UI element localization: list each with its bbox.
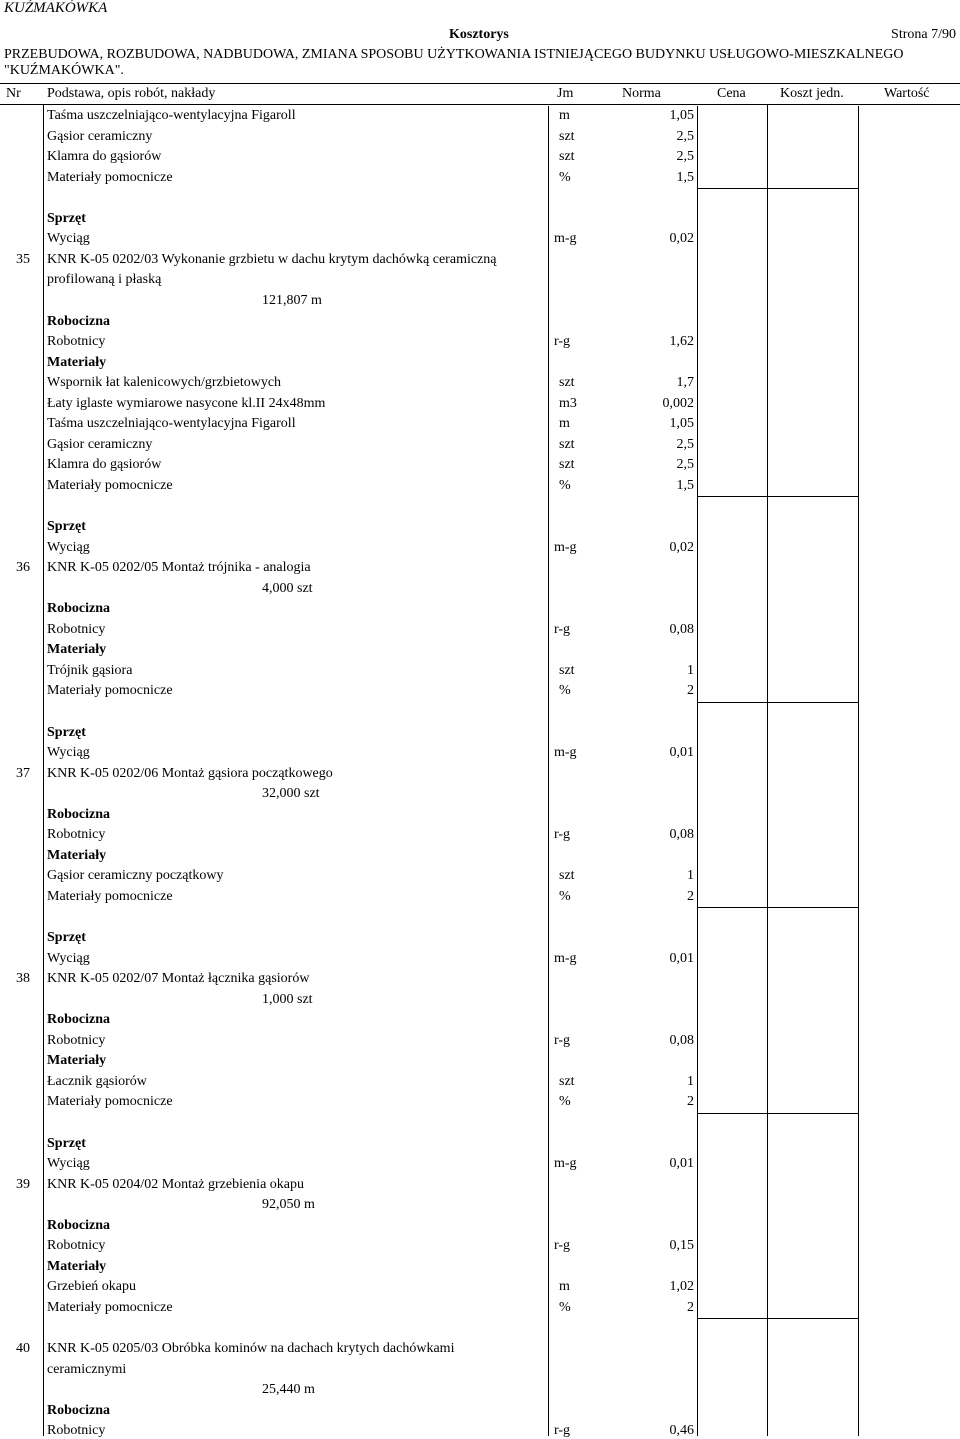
- row-norma: 1,7: [676, 375, 694, 391]
- row-description: Materiały pomocnicze: [47, 683, 173, 699]
- project-title: [4, 47, 903, 79]
- row-description: Wyciąg: [47, 231, 90, 247]
- separator-norma: [697, 558, 698, 764]
- row-norma: 2,5: [676, 457, 694, 473]
- row-description: Wyciąg: [47, 1156, 90, 1172]
- separator-koszt: [858, 558, 859, 764]
- row-unit: r-g: [554, 334, 571, 350]
- row-description: KNR K-05 0204/02 Montaż grzebienia okapu: [47, 1176, 304, 1192]
- row-norma: 2: [687, 1094, 694, 1110]
- row-norma: 0,01: [669, 1156, 694, 1172]
- row-norma: 1: [687, 868, 694, 884]
- materials-subtotal-line: [697, 496, 858, 497]
- item-number: 40: [16, 1341, 30, 1356]
- row-description: ceramicznymi: [47, 1361, 127, 1377]
- row-unit: szt: [559, 128, 575, 144]
- section-label: Materiały: [47, 642, 107, 658]
- row-description: profilowaną i płaską: [47, 272, 162, 288]
- row-norma: 2: [687, 1299, 694, 1315]
- row-norma: 0,01: [669, 745, 694, 761]
- row-description: Robotnicy: [47, 827, 106, 843]
- separator-norma: [697, 250, 698, 558]
- materials-subtotal-line: [697, 1318, 858, 1319]
- row-unit: %: [559, 477, 571, 493]
- row-norma: 0,15: [669, 1238, 694, 1254]
- row-description: Wyciąg: [47, 950, 90, 966]
- item-quantity: 121,807 m: [262, 292, 322, 308]
- section-label: Sprzęt: [47, 1135, 86, 1151]
- separator-koszt: [858, 1318, 859, 1436]
- row-description: Klamra do gąsiorów: [47, 457, 162, 473]
- row-description: Grzebień okapu: [47, 1279, 137, 1295]
- row-norma: 1,5: [676, 477, 694, 493]
- row-description: Trójnik gąsiora: [47, 662, 133, 678]
- section-label: Materiały: [47, 1258, 107, 1274]
- row-norma: 1,62: [669, 334, 694, 350]
- section-label: Robocizna: [47, 1012, 110, 1028]
- row-unit: r-g: [554, 621, 571, 637]
- row-unit: szt: [559, 149, 575, 165]
- item-quantity: 4,000 szt: [262, 580, 313, 596]
- row-unit: %: [559, 888, 571, 904]
- row-norma: 2,5: [676, 436, 694, 452]
- row-norma: 1,5: [676, 169, 694, 185]
- section-label: Materiały: [47, 1053, 107, 1069]
- row-description: Łacznik gąsiorów: [47, 1073, 147, 1089]
- separator-norma: [697, 106, 698, 250]
- row-unit: szt: [559, 436, 575, 452]
- separator-jm: [548, 1318, 549, 1436]
- row-norma: 2,5: [676, 149, 694, 165]
- col-norma: Norma: [622, 86, 661, 101]
- col-cena: Cena: [717, 86, 746, 101]
- row-description: Materiały pomocnicze: [47, 169, 173, 185]
- row-norma: 0,002: [662, 395, 694, 411]
- item-number: 35: [16, 251, 30, 267]
- row-norma: 1,05: [669, 416, 694, 432]
- row-unit: szt: [559, 662, 575, 678]
- separator-nr: [43, 104, 44, 1436]
- row-unit: szt: [559, 1073, 575, 1089]
- logo-text: KUŹMAKÓWKA: [4, 0, 108, 16]
- item-number: 39: [16, 1176, 30, 1192]
- separator-koszt: [858, 764, 859, 970]
- separator-cena: [767, 104, 768, 1436]
- section-label: Sprzęt: [47, 724, 86, 740]
- row-unit: %: [559, 1094, 571, 1110]
- section-label: Robocizna: [47, 1402, 110, 1418]
- item-number: 38: [16, 971, 30, 987]
- row-description: Materiały pomocnicze: [47, 1094, 173, 1110]
- item-quantity: 1,000 szt: [262, 991, 313, 1007]
- row-unit: m: [559, 1279, 570, 1295]
- separator-jm: [548, 969, 549, 1175]
- row-norma: 0,08: [669, 827, 694, 843]
- header-bottom-border: [0, 104, 960, 105]
- section-label: Sprzęt: [47, 519, 86, 534]
- materials-subtotal-line: [697, 907, 858, 908]
- row-norma: 0,08: [669, 1032, 694, 1048]
- row-unit: m3: [559, 395, 577, 411]
- row-description: Gąsior ceramiczny: [47, 436, 153, 452]
- section-label: Materiały: [47, 847, 107, 863]
- row-unit: m-g: [554, 745, 577, 761]
- separator-koszt: [858, 1175, 859, 1319]
- row-norma: 1,05: [669, 108, 694, 123]
- row-description: Wspornik łat kalenicowych/grzbietowych: [47, 375, 282, 391]
- section-label: Materiały: [47, 354, 107, 370]
- row-description: Taśma uszczelniająco-wentylacyjna Figaroll: [47, 416, 296, 432]
- separator-norma: [697, 1175, 698, 1319]
- row-unit: r-g: [554, 827, 571, 843]
- row-description: Gąsior ceramiczny początkowy: [47, 868, 224, 884]
- row-description: Robotnicy: [47, 1238, 106, 1254]
- row-unit: m-g: [554, 231, 577, 247]
- row-unit: szt: [559, 868, 575, 884]
- col-jm: Jm: [557, 86, 574, 101]
- separator-koszt: [858, 250, 859, 558]
- row-description: Łaty iglaste wymiarowe nasycone kl.II 24x48mm: [47, 395, 326, 411]
- materials-subtotal-line: [697, 1113, 858, 1114]
- row-norma: 0,08: [669, 621, 694, 637]
- row-unit: m-g: [554, 1156, 577, 1172]
- row-description: Robotnicy: [47, 1423, 106, 1439]
- row-description: KNR K-05 0202/07 Montaż łącznika gąsiorów: [47, 971, 310, 987]
- row-description: Robotnicy: [47, 334, 106, 350]
- row-unit: r-g: [554, 1032, 571, 1048]
- project-title-line2: "KUŹMAKÓWKA".: [4, 63, 124, 78]
- col-wartosc: Wartość: [884, 86, 930, 101]
- separator-jm: [548, 558, 549, 764]
- item-quantity: 32,000 szt: [262, 786, 320, 802]
- project-title-line1: PRZEBUDOWA, ROZBUDOWA, NADBUDOWA, ZMIANA SPOSOBU UŻYTKOWANIA ISTNIEJĄCEGO BUDYNKU USŁUGOWO-MIESZKALNEGO: [4, 47, 904, 62]
- row-norma: 1,02: [669, 1279, 694, 1295]
- row-description: Taśma uszczelniająco-wentylacyjna Figaroll: [47, 108, 296, 123]
- separator-jm: [548, 250, 549, 558]
- col-koszt: Koszt jedn.: [780, 86, 844, 101]
- page-number: Strona 7/90: [891, 27, 956, 42]
- separator-jm: [548, 106, 549, 250]
- row-norma: 1: [687, 662, 694, 678]
- row-norma: 2: [687, 888, 694, 904]
- row-norma: 0,02: [669, 231, 694, 247]
- row-description: Gąsior ceramiczny: [47, 128, 153, 144]
- row-unit: r-g: [554, 1423, 571, 1439]
- row-norma: 0,01: [669, 950, 694, 966]
- row-unit: m-g: [554, 950, 577, 966]
- materials-subtotal-line: [697, 188, 858, 189]
- row-description: Materiały pomocnicze: [47, 477, 173, 493]
- row-description: Wyciąg: [47, 745, 90, 761]
- row-description: Materiały pomocnicze: [47, 888, 173, 904]
- col-description: Podstawa, opis robót, nakłady: [47, 86, 216, 101]
- row-norma: 0,46: [669, 1423, 694, 1439]
- item-number: 36: [16, 560, 30, 576]
- separator-koszt: [858, 106, 859, 250]
- item-number: 37: [16, 765, 30, 781]
- row-description: KNR K-05 0202/06 Montaż gąsiora początkowego: [47, 765, 333, 781]
- row-unit: r-g: [554, 1238, 571, 1254]
- section-label: Sprzęt: [47, 210, 86, 226]
- row-unit: %: [559, 169, 571, 185]
- section-label: Robocizna: [47, 313, 110, 329]
- separator-norma: [697, 969, 698, 1175]
- row-norma: 0,02: [669, 539, 694, 555]
- row-unit: m: [559, 416, 570, 432]
- separator-norma: [697, 764, 698, 970]
- row-description: Materiały pomocnicze: [47, 1299, 173, 1315]
- separator-jm: [548, 764, 549, 970]
- section-label: Robocizna: [47, 601, 110, 617]
- row-unit: szt: [559, 457, 575, 473]
- document-title: Kosztorys: [449, 27, 509, 42]
- row-description: KNR K-05 0202/05 Montaż trójnika - analogia: [47, 560, 311, 576]
- row-description: Wyciąg: [47, 539, 90, 555]
- row-description: KNR K-05 0202/03 Wykonanie grzbietu w dachu krytym dachówką ceramiczną: [47, 251, 497, 267]
- col-nr: Nr: [6, 86, 21, 101]
- row-norma: 1: [687, 1073, 694, 1089]
- row-unit: m-g: [554, 539, 577, 555]
- row-description: Klamra do gąsiorów: [47, 149, 162, 165]
- row-unit: m: [559, 108, 570, 123]
- item-quantity: 25,440 m: [262, 1382, 315, 1398]
- row-norma: 2: [687, 683, 694, 699]
- row-unit: %: [559, 1299, 571, 1315]
- row-unit: %: [559, 683, 571, 699]
- row-description: KNR K-05 0205/03 Obróbka kominów na dachach krytych dachówkami: [47, 1341, 455, 1356]
- section-label: Robocizna: [47, 1217, 110, 1233]
- row-description: Robotnicy: [47, 1032, 106, 1048]
- separator-jm: [548, 1175, 549, 1319]
- row-description: Robotnicy: [47, 621, 106, 637]
- separator-koszt: [858, 969, 859, 1175]
- materials-subtotal-line: [697, 702, 858, 703]
- row-norma: 2,5: [676, 128, 694, 144]
- row-unit: szt: [559, 375, 575, 391]
- section-label: Sprzęt: [47, 930, 86, 945]
- header-top-border: [0, 83, 960, 84]
- separator-norma: [697, 1318, 698, 1436]
- item-quantity: 92,050 m: [262, 1197, 315, 1213]
- section-label: Robocizna: [47, 806, 110, 822]
